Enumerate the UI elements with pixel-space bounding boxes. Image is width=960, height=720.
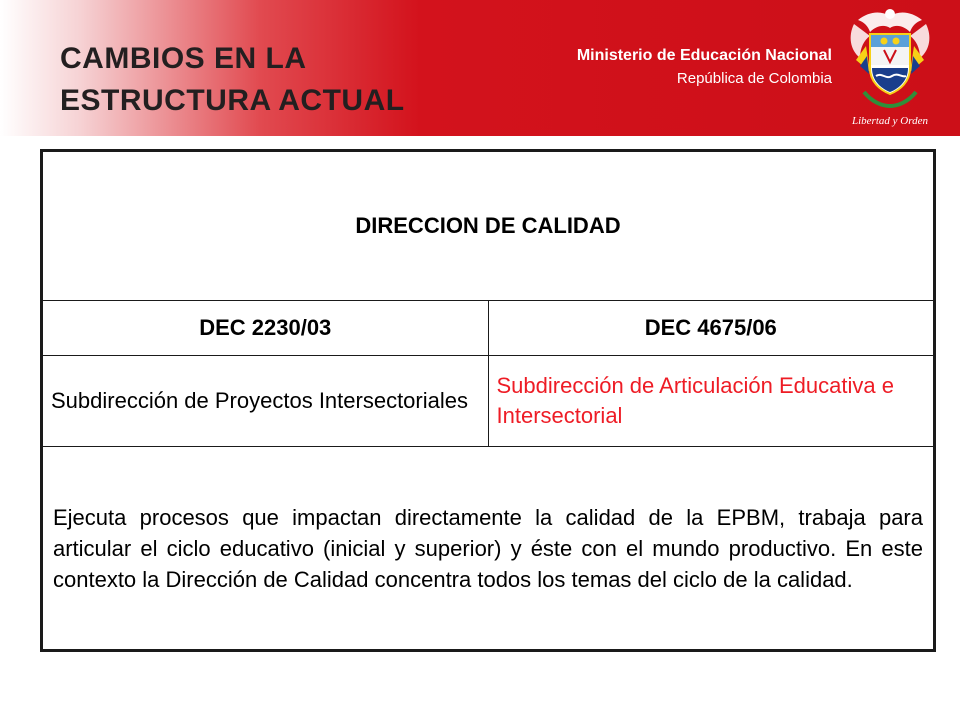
table-row xyxy=(43,356,933,447)
header-banner xyxy=(0,0,960,136)
coat-of-arms-icon xyxy=(840,6,940,132)
table-heading: DIRECCION DE CALIDAD xyxy=(43,152,933,301)
description-cell: Ejecuta procesos que impactan directamente la calidad de la EPBM, trabaja para articular el ciclo educativo (inicial y superior) y éste con el mundo productivo. En este contexto la Dirección de Calidad concentra todos los temas del ciclo de la calidad. xyxy=(43,447,933,650)
table-row xyxy=(43,447,933,650)
column-header-old-decree: DEC 2230/03 xyxy=(43,301,488,356)
page-title-line-2: ESTRUCTURA ACTUAL xyxy=(60,84,405,117)
page-title-line-1: CAMBIOS EN LA xyxy=(60,42,307,75)
new-unit-cell: Subdirección de Articulación Educativa e Intersectorial xyxy=(488,356,933,447)
structure-table xyxy=(40,149,936,652)
country-name: República de Colombia xyxy=(676,70,832,87)
table-row xyxy=(43,152,933,301)
column-header-new-decree: DEC 4675/06 xyxy=(488,301,933,356)
old-unit-cell: Subdirección de Proyectos Intersectoriales xyxy=(43,356,488,447)
structure-table-grid xyxy=(43,152,933,649)
table-row xyxy=(43,301,933,356)
ministry-block xyxy=(577,44,832,90)
ministry-name: Ministerio de Educación Nacional xyxy=(576,47,832,64)
emblem-motto: Libertad y Orden xyxy=(852,115,928,127)
page-title xyxy=(60,38,405,122)
